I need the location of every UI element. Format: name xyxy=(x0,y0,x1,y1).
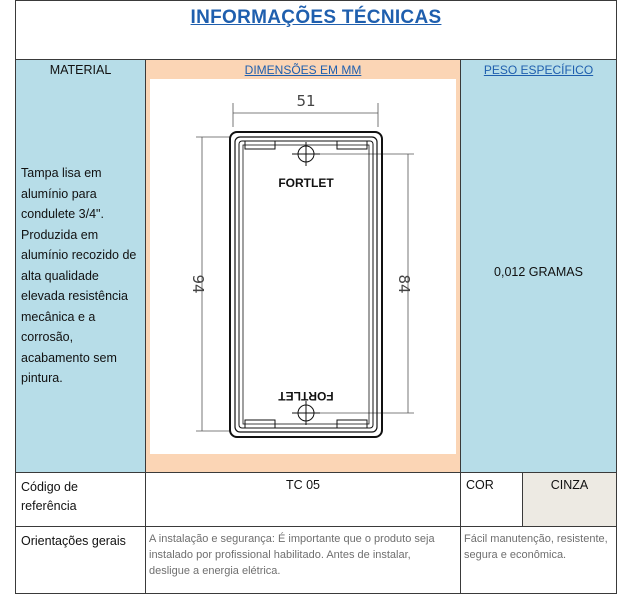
color-label: COR xyxy=(466,478,494,492)
brand-logo-bottom: FORTLET xyxy=(278,389,334,403)
brand-logo-top: FORTLET xyxy=(278,176,334,190)
color-value-cell xyxy=(522,472,617,527)
reference-label: Código de referência xyxy=(21,480,78,513)
reference-value: TC 05 xyxy=(285,478,321,492)
weight-value: 0,012 GRAMAS xyxy=(494,265,583,279)
weight-cell xyxy=(460,59,617,473)
guidelines-label-cell xyxy=(15,526,146,594)
color-value: CINZA xyxy=(550,478,589,492)
reference-value-cell xyxy=(145,472,461,527)
page-title: INFORMAÇÕES TÉCNICAS xyxy=(190,7,442,28)
color-label-cell xyxy=(460,472,523,527)
reference-label-cell xyxy=(15,472,146,527)
cover-plate-drawing xyxy=(150,79,456,454)
material-cell xyxy=(15,59,146,473)
guidelines-extra-cell xyxy=(460,526,617,594)
dimensions-header: DIMENSÕES EM MM xyxy=(244,63,362,77)
hole-spacing-label: 84 xyxy=(395,274,413,294)
guidelines-extra: Fácil manutenção, resistente, segura e econômica. xyxy=(464,533,608,561)
material-description: Tampa lisa em alumínio para condulete 3/4". Produzida em alumínio recozido de alta qualidade elevada resistência mecânica e a corrosão, acabamento sem pintura. xyxy=(21,166,137,385)
weight-header: PESO ESPECÍFICO xyxy=(483,63,594,77)
technical-drawing xyxy=(150,79,456,454)
guidelines-text-cell xyxy=(145,526,461,594)
height-label: 94 xyxy=(189,274,207,294)
dimensions-cell xyxy=(145,59,461,473)
title-bar xyxy=(15,0,617,60)
material-header: MATERIAL xyxy=(49,63,112,77)
guidelines-text: A instalação e segurança: É importante que o produto seja instalado por profissional habilitado. Antes de instalar, desligue a energia elétrica. xyxy=(149,533,435,577)
width-label: 51 xyxy=(296,92,316,110)
guidelines-label: Orientações gerais xyxy=(21,534,126,548)
